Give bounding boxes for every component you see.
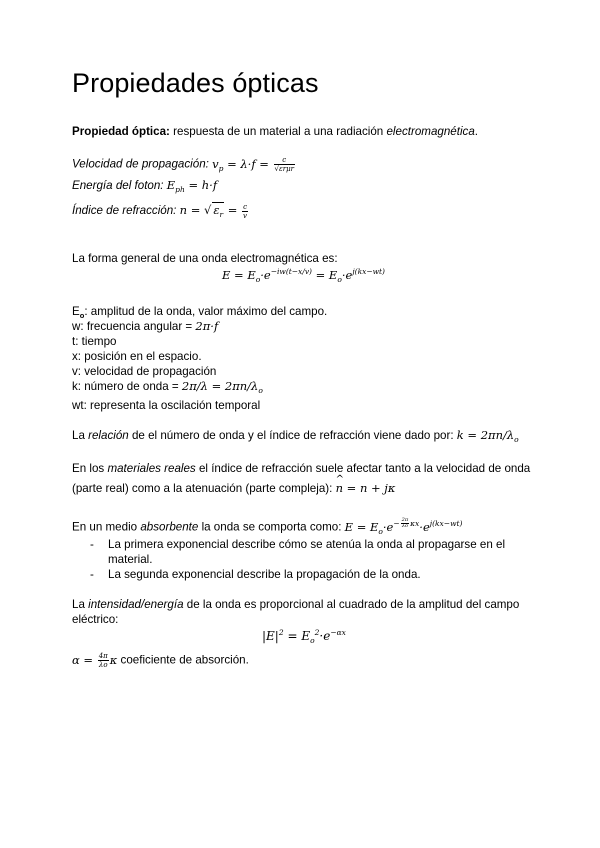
wave-equation: $E = E_o\cdot e^{-iw(t-x/v)} = E_o\cdot e^{j(kx-wt)}$ (222, 267, 385, 284)
definition-term: electromagnética (386, 125, 475, 138)
wave-intro: La forma general de una onda electromagnética es: (72, 252, 338, 265)
energy-label: Energía del foton: (72, 179, 164, 192)
absorbent-line: En un medio absorbente la onda se comporta como: $E = E_o\cdot e^{- \frac{2\pi}{\lambda o} \kappa x}\cdot e^{j(kx-wt)}$ (72, 517, 463, 536)
bullet-dash-1: - (90, 538, 94, 551)
complex-index-equation: ^ n = n + jκ (336, 481, 396, 495)
def-v: v: velocidad de propagación (72, 365, 217, 378)
index-formula (72, 202, 249, 220)
index-equation: n = √ $\varepsilon_r$ = $\frac{c}{v}$ (179, 202, 248, 220)
bullet-1: La primera exponencial describe cómo se atenúa la onda al propagarse en el material. (108, 538, 506, 566)
velocity-label: Velocidad de propagación: (72, 157, 209, 171)
intensity-line2: eléctrico: (72, 613, 119, 626)
real-materials-line2: (parte real) como a la atenuación (parte compleja): ^ n = n + jκ (72, 481, 395, 496)
def-x: x: posición en el espacio. (72, 350, 202, 363)
alpha-equation: α = $\frac{4\pi}{\lambda o}$ κ (72, 652, 118, 669)
intensity-equation: $|E|^2 = E_o^2\cdot e^{-\alpha x}$ (262, 628, 346, 645)
intensity-line1: La intensidad/energía de la onda es proporcional al cuadrado de la amplitud del campo (72, 598, 520, 611)
velocity-formula (72, 156, 296, 173)
real-materials-line1: En los materiales reales el índice de refracción suele afectar tanto a la velocidad de onda (72, 462, 531, 475)
definition-text: respuesta de un material a una radiación (169, 125, 387, 138)
page-title: Propiedades ópticas (72, 68, 319, 98)
relation-line: La relación de el número de onda y el índice de refracción viene dado por: $k = 2\pi n/\lambda_o$ (72, 428, 519, 444)
definition-line: Propiedad óptica: respuesta de un material a una radiación electromagnética. (72, 125, 479, 138)
definition-label: Propiedad óptica: (72, 125, 170, 138)
relation-equation: $k = 2\pi n/\lambda_o$ (456, 428, 519, 444)
energy-equation: $E_{ph} = h\cdot f$ (166, 178, 218, 194)
bullet-2: La segunda exponencial describe la propagación de la onda. (108, 568, 421, 581)
velocity-equation: $v_p = \lambda\cdot f$ = $\frac{c}{\text{√εrμr}}$ (212, 156, 294, 173)
alpha-line: α = $\frac{4\pi}{\lambda o}$ κ coeficiente de absorción. (72, 652, 249, 669)
energy-formula (72, 178, 217, 193)
def-e0: $E_o$: amplitud de la onda, valor máximo del campo. (72, 305, 328, 320)
def-wt: wt: representa la oscilación temporal (72, 399, 261, 412)
bullet-dash-2: - (90, 568, 94, 581)
index-label: Índice de refracción: (72, 204, 177, 217)
def-t: t: tiempo (72, 335, 117, 348)
def-w: w: frecuencia angular = 2π·f (72, 319, 219, 333)
def-k: k: número de onda = $2\pi/\lambda = 2\pi n/\lambda_o$ (72, 379, 263, 395)
absorbent-equation: $E = E_o\cdot e^{- \frac{2\pi}{\lambda o} \kappa x}\cdot e^{j(kx-wt)}$ (344, 517, 463, 536)
